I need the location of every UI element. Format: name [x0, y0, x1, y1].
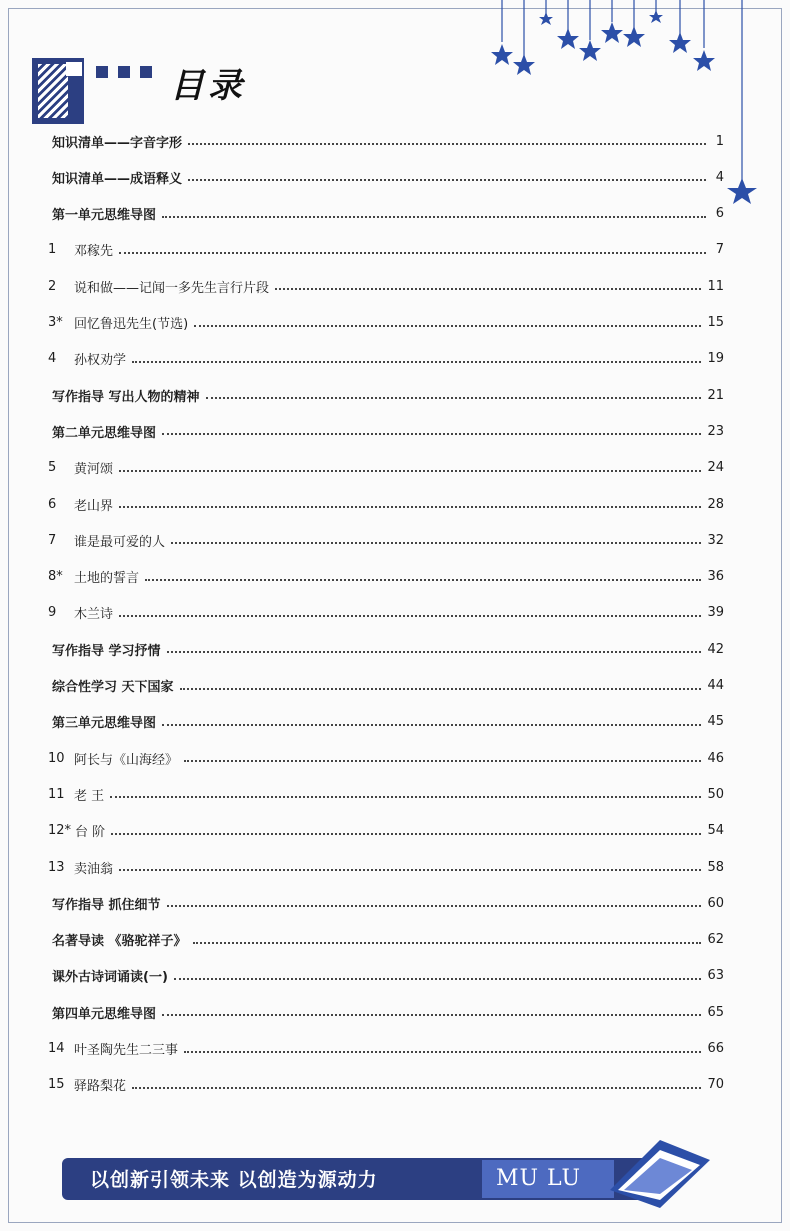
toc-leader-dots: [275, 288, 701, 290]
toc-number: 8*: [48, 569, 63, 585]
toc-label: 邓稼先: [74, 244, 114, 260]
toc-row: [48, 453, 724, 483]
toc-label: 台 阶: [75, 825, 106, 841]
toc-leader-dots: [111, 833, 701, 835]
toc-page-number: 39: [707, 605, 724, 621]
decor-square: [140, 66, 152, 78]
toc-row: [48, 235, 724, 265]
toc-number: 14: [48, 1041, 65, 1056]
toc-leader-dots: [171, 542, 701, 544]
toc-page-number: 66: [707, 1041, 724, 1056]
toc-leader-dots: [162, 1014, 701, 1016]
toc-page-number: 24: [707, 460, 724, 476]
toc-label: 写作指导 抓住细节: [52, 897, 161, 913]
toc-label: 第二单元思维导图: [52, 425, 157, 441]
toc-number: 3*: [48, 315, 63, 330]
toc-number: 15: [48, 1077, 65, 1093]
toc-leader-dots: [145, 579, 701, 581]
toc-number: 5: [48, 460, 57, 476]
mulu-label: MU LU: [496, 1166, 582, 1191]
toc-page-number: 70: [707, 1077, 724, 1093]
toc-leader-dots: [180, 688, 702, 690]
toc-label: 卖油翁: [74, 861, 114, 877]
toc-row: [48, 271, 724, 301]
toc-row: [48, 308, 724, 338]
toc-leader-dots: [193, 942, 702, 944]
toc-number: 12*: [48, 823, 72, 839]
book-icon: [600, 1120, 720, 1210]
toc-label: 第四单元思维导图: [52, 1006, 157, 1022]
toc-page-number: 6: [715, 206, 724, 222]
toc-leader-dots: [184, 1051, 701, 1053]
toc-leader-dots: [188, 143, 706, 145]
toc-row: [48, 416, 724, 446]
toc-number: 10: [48, 750, 65, 766]
toc-label: 写作指导 学习抒情: [52, 643, 161, 659]
toc-label: 知识清单——成语释义: [52, 171, 183, 187]
star-icon: [579, 40, 601, 61]
toc-leader-dots: [167, 651, 702, 653]
toc-label: 综合性学习 天下国家: [52, 680, 174, 695]
toc-label: 名著导读 《骆驼祥子》: [52, 934, 187, 950]
toc-page-number: 63: [707, 968, 724, 984]
toc-row: [48, 743, 724, 773]
toc-row: [48, 961, 724, 991]
toc-page-number: 46: [707, 750, 724, 766]
toc-row: [48, 1070, 724, 1100]
toc-row: [48, 997, 724, 1027]
toc-label: 谁是最可爱的人: [74, 534, 166, 550]
toc-label: 说和做——记闻一多先生言行片段: [74, 280, 270, 296]
toc-number: 2: [48, 278, 57, 294]
toc-leader-dots: [110, 796, 701, 798]
toc-page-number: 4: [715, 169, 724, 185]
toc-row: [48, 525, 724, 555]
star-icon: [669, 32, 691, 53]
star-icon: [491, 44, 513, 65]
toc-row: [48, 852, 724, 882]
toc-page-number: 32: [707, 532, 724, 548]
toc-leader-dots: [162, 724, 701, 726]
toc-page-number: 42: [707, 641, 724, 657]
toc-page-number: 65: [707, 1004, 724, 1020]
toc-leader-dots: [162, 216, 706, 218]
toc-page-number: 15: [707, 315, 724, 330]
decor-square: [96, 66, 108, 78]
toc-row: [48, 199, 724, 229]
toc-row: [48, 126, 724, 156]
toc-leader-dots: [184, 760, 701, 762]
toc-label: 驿路梨花: [74, 1079, 127, 1095]
toc-leader-dots: [167, 905, 702, 907]
decor-square: [118, 66, 130, 78]
toc-label: 第三单元思维导图: [52, 716, 157, 732]
toc-label: 孙权劝学: [74, 353, 127, 369]
toc-row: [48, 162, 724, 192]
toc-page-number: 11: [707, 278, 724, 294]
toc-page-number: 60: [707, 895, 724, 911]
toc-leader-dots: [194, 325, 701, 327]
star-icon: [513, 54, 535, 75]
toc-row: [48, 562, 724, 592]
toc-page-number: 19: [707, 351, 724, 367]
toc-label: 叶圣陶先生二三事: [74, 1043, 179, 1058]
toc-row: [48, 888, 724, 918]
toc-row: [48, 707, 724, 737]
toc-row: [48, 380, 724, 410]
toc-row: [48, 779, 724, 809]
toc-leader-dots: [132, 361, 701, 363]
toc-page-number: 50: [707, 786, 724, 802]
toc-label: 土地的誓言: [74, 571, 140, 587]
toc-label: 木兰诗: [74, 607, 114, 623]
toc-leader-dots: [119, 615, 701, 617]
toc-leader-dots: [119, 869, 701, 871]
toc-leader-dots: [206, 397, 702, 399]
star-icon: [623, 26, 645, 47]
toc-page-number: 45: [707, 714, 724, 730]
toc-number: 4: [48, 351, 57, 367]
toc-number: 6: [48, 496, 57, 512]
toc-number: 7: [48, 532, 57, 548]
toc-leader-dots: [162, 433, 701, 435]
toc-page-number: 62: [707, 932, 724, 948]
star-icon: [727, 178, 757, 204]
toc-number: 1: [48, 242, 57, 258]
toc-leader-dots: [174, 978, 702, 980]
toc-number: 9: [48, 605, 57, 621]
toc-page-number: 21: [707, 387, 724, 403]
toc-leader-dots: [119, 470, 701, 472]
toc-number: 11: [48, 786, 65, 802]
logo-square: [66, 62, 82, 76]
footer-slogan: 以创新引领未来 以创造为源动力: [90, 1169, 378, 1191]
toc-label: 老 王: [74, 788, 105, 804]
toc-leader-dots: [132, 1087, 701, 1089]
toc-leader-dots: [119, 252, 706, 254]
toc-label: 第一单元思维导图: [52, 208, 157, 224]
toc-label: 老山界: [74, 498, 114, 514]
toc-label: 课外古诗词诵读(一): [52, 970, 168, 986]
toc-row: [48, 598, 724, 628]
toc-number: 13: [48, 859, 65, 875]
toc-leader-dots: [119, 506, 701, 508]
toc-label: 知识清单——字音字形: [52, 135, 183, 151]
toc-label: 阿长与《山海经》: [74, 752, 179, 768]
toc-page-number: 7: [715, 242, 724, 258]
toc-row: [48, 671, 724, 701]
toc-row: [48, 816, 724, 846]
toc-page-number: 28: [707, 496, 724, 512]
toc-page-number: 36: [707, 569, 724, 585]
star-icon: [693, 50, 715, 71]
toc-label: 黄河颂: [74, 462, 114, 478]
toc-page-number: 23: [707, 423, 724, 439]
star-icon: [601, 22, 623, 43]
star-icon: [649, 10, 663, 23]
page-title: 目录: [170, 66, 246, 106]
toc-row: [48, 925, 724, 955]
star-icon: [539, 12, 553, 25]
toc-page-number: 44: [707, 678, 724, 693]
toc-leader-dots: [188, 179, 706, 181]
toc-row: [48, 344, 724, 374]
toc-label: 写作指导 写出人物的精神: [52, 389, 200, 405]
toc-label: 回忆鲁迅先生(节选): [74, 317, 189, 332]
toc-row: [48, 1034, 724, 1064]
star-icon: [557, 28, 579, 49]
toc-row: [48, 489, 724, 519]
toc-page-number: 1: [715, 133, 724, 149]
toc-row: [48, 634, 724, 664]
toc-page-number: 58: [707, 859, 724, 875]
toc-page-number: 54: [707, 823, 724, 839]
logo-stripes: [38, 64, 68, 118]
